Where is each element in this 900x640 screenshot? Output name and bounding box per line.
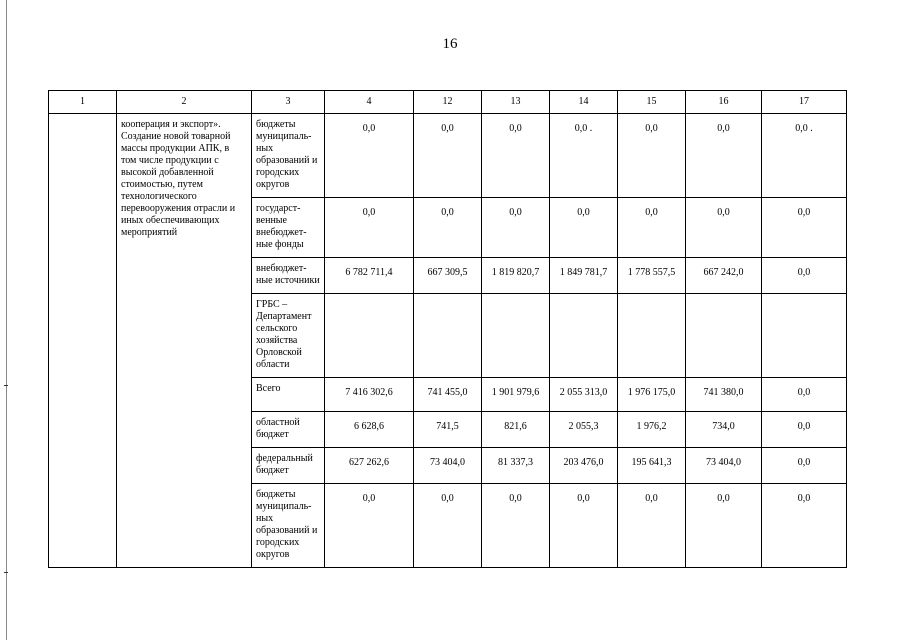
value-cell: [482, 294, 550, 378]
value-cell: 1 976,2: [618, 412, 686, 448]
value-cell: 0,0: [686, 114, 762, 198]
value-cell: 6 782 711,4: [325, 258, 414, 294]
value-cell: 0,0: [686, 198, 762, 258]
index-cell: [49, 114, 117, 568]
value-cell: 0,0: [618, 484, 686, 568]
value-cell: 81 337,3: [482, 448, 550, 484]
table-row: [49, 114, 847, 198]
funding-source: ГРБС – Департамент сельского хозяйства Орловской области: [252, 294, 325, 378]
value-cell: 0,0: [414, 198, 482, 258]
value-cell: 0,0: [550, 484, 618, 568]
column-header: 13: [482, 91, 550, 114]
column-header: 3: [252, 91, 325, 114]
column-header: 12: [414, 91, 482, 114]
column-header: 4: [325, 91, 414, 114]
value-cell: 741 380,0: [686, 378, 762, 412]
funding-source: бюджеты муниципаль-ных образований и городских округов: [252, 114, 325, 198]
value-cell: 741,5: [414, 412, 482, 448]
funding-source: государст-венные внебюджет-ные фонды: [252, 198, 325, 258]
column-header: 17: [762, 91, 847, 114]
funding-source: федеральный бюджет: [252, 448, 325, 484]
value-cell: [414, 294, 482, 378]
value-cell: 0,0: [482, 114, 550, 198]
value-cell: 7 416 302,6: [325, 378, 414, 412]
page-number: 16: [442, 36, 458, 52]
value-cell: 0,0: [762, 484, 847, 568]
margin-tick: [4, 572, 8, 573]
value-cell: 73 404,0: [686, 448, 762, 484]
value-cell: 0,0: [762, 258, 847, 294]
page-margin-line: [6, 0, 7, 640]
value-cell: 0,0: [762, 412, 847, 448]
value-cell: [550, 294, 618, 378]
margin-tick: [4, 385, 8, 386]
value-cell: 0,0: [482, 484, 550, 568]
column-header: 16: [686, 91, 762, 114]
value-cell: [686, 294, 762, 378]
value-cell: 1 778 557,5: [618, 258, 686, 294]
column-header: 2: [117, 91, 252, 114]
value-cell: 73 404,0: [414, 448, 482, 484]
value-cell: [618, 294, 686, 378]
value-cell: 0,0: [762, 448, 847, 484]
value-cell: [325, 294, 414, 378]
value-cell: 0,0: [550, 198, 618, 258]
value-cell: 0,0: [414, 484, 482, 568]
budget-table: [48, 90, 847, 568]
value-cell: 667 309,5: [414, 258, 482, 294]
value-cell: 0,0: [325, 484, 414, 568]
value-cell: 0,0: [618, 114, 686, 198]
value-cell: 627 262,6: [325, 448, 414, 484]
funding-source: областной бюджет: [252, 412, 325, 448]
value-cell: 1 976 175,0: [618, 378, 686, 412]
value-cell: 195 641,3: [618, 448, 686, 484]
column-header: 1: [49, 91, 117, 114]
value-cell: 0,0: [762, 198, 847, 258]
value-cell: 734,0: [686, 412, 762, 448]
value-cell: 203 476,0: [550, 448, 618, 484]
measure-description: кооперация и экспорт». Создание новой товарной массы продукции АПК, в том числе продукции с высокой добавленной стоимостью, путем технологического перевооружения отрасли и иных обеспечивающих мероприятий: [117, 114, 252, 568]
value-cell: 0,0: [414, 114, 482, 198]
value-cell: 1 849 781,7: [550, 258, 618, 294]
value-cell: 0,0: [325, 198, 414, 258]
value-cell: 0,0: [762, 378, 847, 412]
value-cell: 2 055 313,0: [550, 378, 618, 412]
value-cell: 0,0: [325, 114, 414, 198]
value-cell: 1 819 820,7: [482, 258, 550, 294]
header-row: [49, 91, 847, 114]
value-cell: 6 628,6: [325, 412, 414, 448]
value-cell: 0,0: [618, 198, 686, 258]
column-header: 14: [550, 91, 618, 114]
funding-source: бюджеты муниципаль-ных образований и городских округов: [252, 484, 325, 568]
value-cell: 821,6: [482, 412, 550, 448]
value-cell: 0,0: [482, 198, 550, 258]
value-cell: 2 055,3: [550, 412, 618, 448]
value-cell: 667 242,0: [686, 258, 762, 294]
column-header: 15: [618, 91, 686, 114]
value-cell: [762, 294, 847, 378]
funding-source: Всего: [252, 378, 325, 412]
value-cell: 0,0 .: [550, 114, 618, 198]
value-cell: 1 901 979,6: [482, 378, 550, 412]
funding-source: внебюджет-ные источники: [252, 258, 325, 294]
value-cell: 0,0: [686, 484, 762, 568]
value-cell: 0,0 .: [762, 114, 847, 198]
value-cell: 741 455,0: [414, 378, 482, 412]
